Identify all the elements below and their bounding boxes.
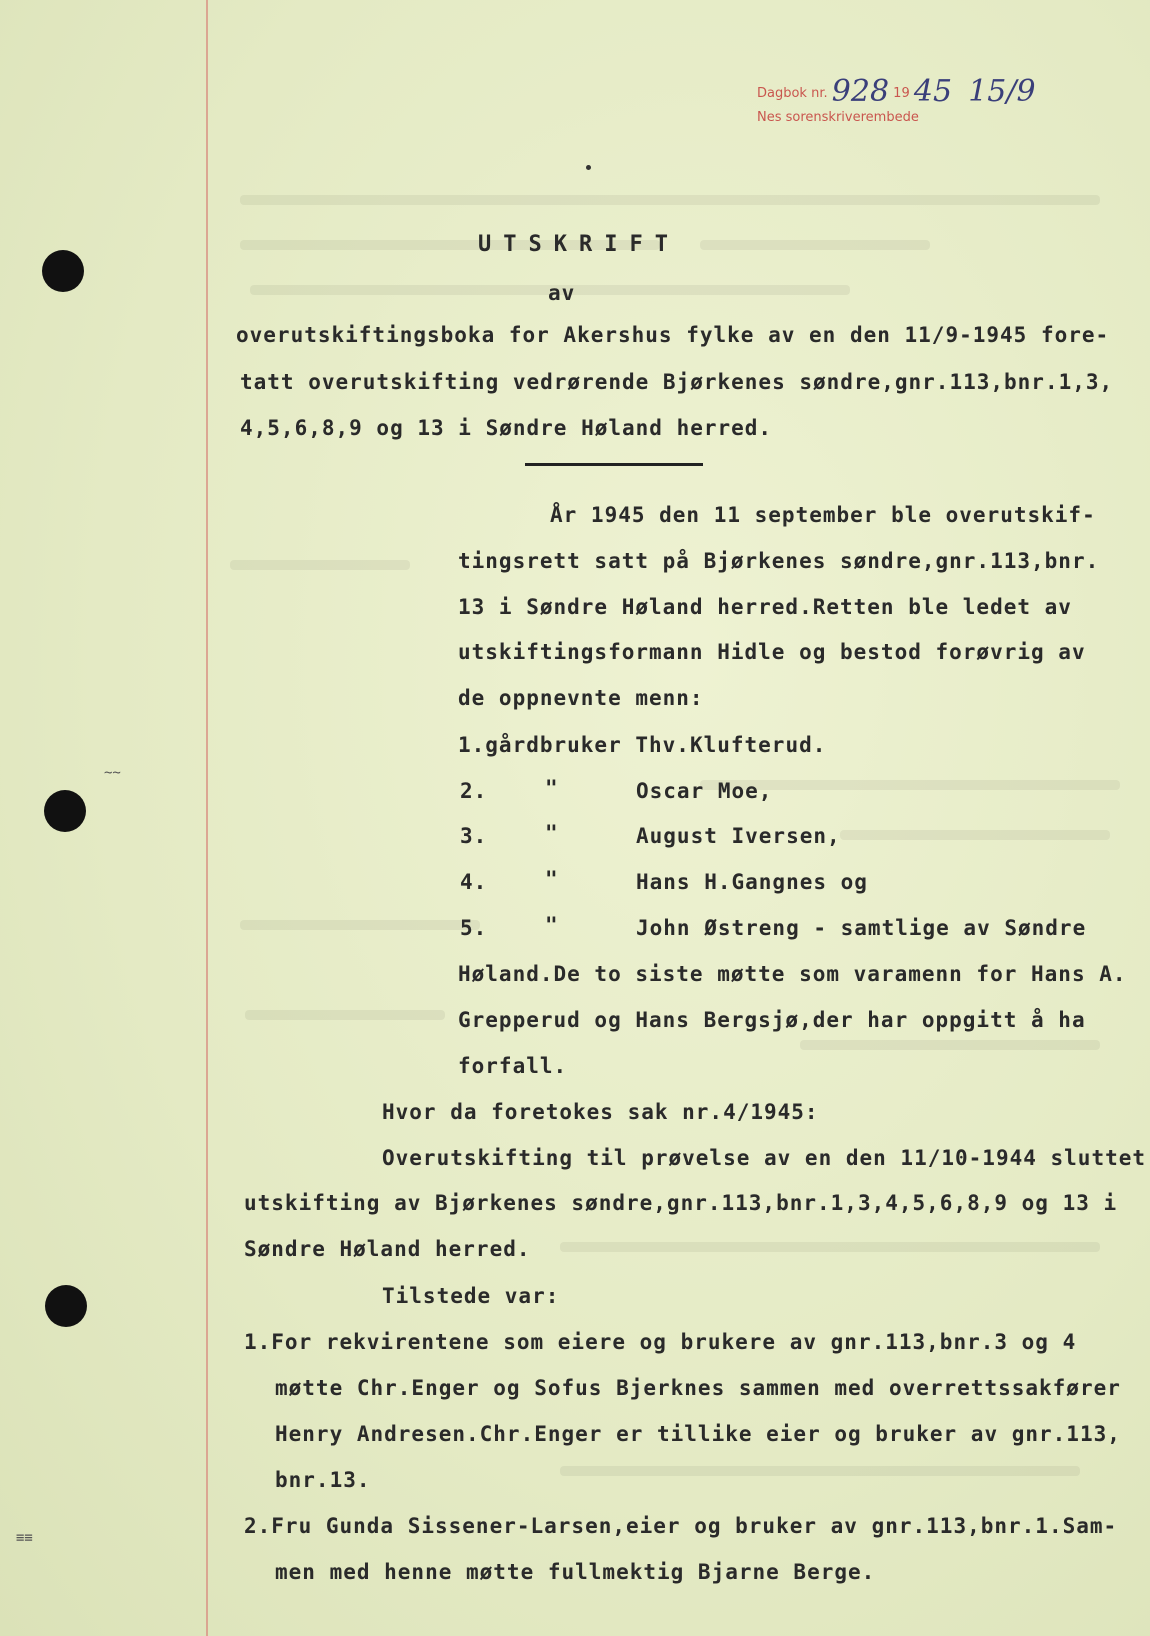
punch-hole-bottom [45, 1285, 87, 1327]
present-line: Henry Andresen.Chr.Enger er tillike eier og bruker av gnr.113, [275, 1422, 1121, 1446]
bleed-through [560, 1466, 1080, 1476]
case-heading: Hvor da foretokes sak nr.4/1945: [382, 1100, 819, 1124]
handwritten-date: 15/9 [968, 74, 1036, 109]
ditto-mark: " [545, 821, 559, 845]
member-name: August Iversen, [636, 824, 841, 848]
member-number: 4. [460, 870, 488, 894]
bleed-through [560, 1242, 1100, 1252]
intro-line: de oppnevnte menn: [458, 686, 704, 710]
continuation-line: Grepperud og Hans Bergsjø,der har oppgitt å ha [458, 1008, 1086, 1032]
intro-line: År 1945 den 11 september ble overutskif- [550, 503, 1096, 527]
bleed-through [800, 1040, 1100, 1050]
case-line: Søndre Høland herred. [244, 1237, 531, 1261]
margin-scribble: ~~ [104, 765, 121, 781]
ditto-mark: " [545, 776, 559, 800]
bleed-through [700, 240, 930, 250]
member-number: 5. [460, 916, 488, 940]
case-line: utskifting av Bjørkenes søndre,gnr.113,bnr.1,3,4,5,6,8,9 og 13 i [244, 1191, 1118, 1215]
present-line: bnr.13. [275, 1468, 371, 1492]
member-number: 2. [460, 779, 488, 803]
ink-dot [586, 165, 591, 170]
stamp-office: Nes sorenskriverembede [757, 110, 919, 125]
bleed-through [840, 830, 1110, 840]
bleed-through [245, 1010, 445, 1020]
intro-line: tingsrett satt på Bjørkenes søndre,gnr.113,bnr. [458, 549, 1100, 573]
bleed-through [240, 920, 480, 930]
divider-rule [525, 463, 703, 466]
member-name: John Østreng - samtlige av Søndre [636, 916, 1087, 940]
bleed-through [240, 195, 1100, 205]
present-heading: Tilstede var: [382, 1284, 560, 1308]
document-subtitle: av [548, 281, 576, 305]
ditto-mark: " [545, 913, 559, 937]
heading-line: overutskiftingsboka for Akershus fylke av en den 11/9-1945 fore- [236, 323, 1110, 347]
margin-line [206, 0, 208, 1636]
handwritten-year: 45 [913, 74, 953, 109]
present-line: 2.Fru Gunda Sissener-Larsen,eier og bruker av gnr.113,bnr.1.Sam- [244, 1514, 1118, 1538]
case-line: Overutskifting til prøvelse av en den 11/10-1944 sluttet [382, 1146, 1147, 1170]
member-number: 3. [460, 824, 488, 848]
bleed-through [230, 560, 410, 570]
margin-scribble: ≡≡ [16, 1530, 33, 1546]
intro-line: 13 i Søndre Høland herred.Retten ble ledet av [458, 595, 1072, 619]
member-name: Thv.Klufterud. [635, 733, 827, 757]
member-line [458, 733, 826, 757]
stamp-year-label: 19 [893, 86, 910, 101]
stamp-label: Dagbok nr. [757, 86, 828, 101]
continuation-line: forfall. [458, 1054, 568, 1078]
punch-hole-top [42, 250, 84, 292]
member-name: Hans H.Gangnes og [636, 870, 868, 894]
present-line: 1.For rekvirentene som eiere og brukere av gnr.113,bnr.3 og 4 [244, 1330, 1077, 1354]
present-line: møtte Chr.Enger og Sofus Bjerknes sammen med overrettssakfører [275, 1376, 1121, 1400]
intro-line: utskiftingsformann Hidle og bestod forøvrig av [458, 640, 1086, 664]
heading-line: tatt overutskifting vedrørende Bjørkenes søndre,gnr.113,bnr.1,3, [240, 370, 1114, 394]
document-title: UTSKRIFT [478, 232, 680, 257]
member-number: 1.gårdbruker [458, 733, 622, 757]
punch-hole-middle [44, 790, 86, 832]
member-name: Oscar Moe, [636, 779, 773, 803]
ditto-mark: " [545, 867, 559, 891]
handwritten-number: 928 [831, 74, 890, 109]
heading-line: 4,5,6,8,9 og 13 i Søndre Høland herred. [240, 416, 773, 440]
registry-stamp [757, 74, 1036, 130]
present-line: men med henne møtte fullmektig Bjarne Berge. [275, 1560, 876, 1584]
continuation-line: Høland.De to siste møtte som varamenn for Hans A. [458, 962, 1127, 986]
